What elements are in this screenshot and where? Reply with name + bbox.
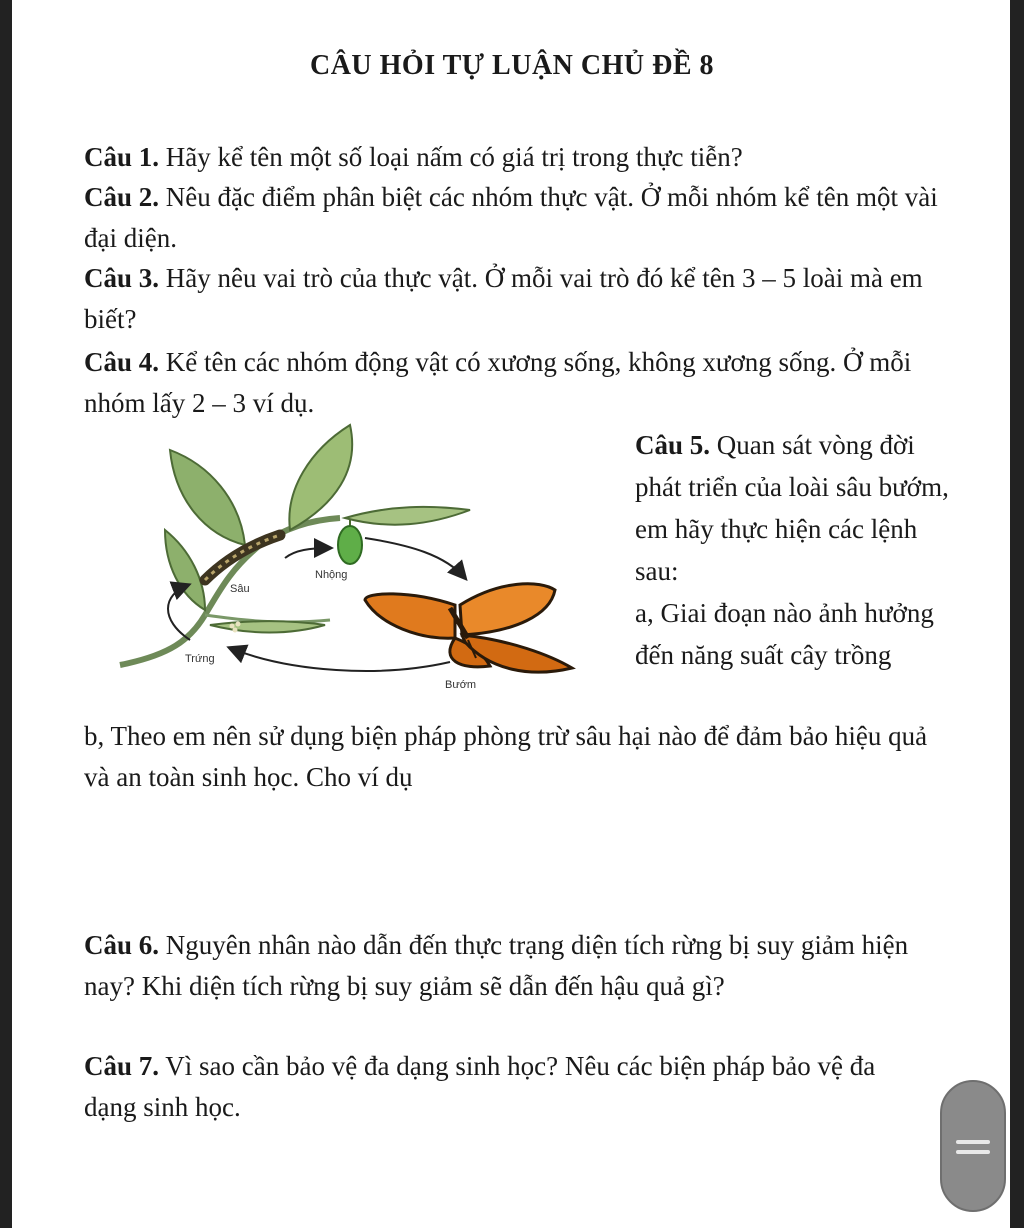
question-1-label: Câu 1. — [84, 142, 160, 172]
label-pupa: Nhộng — [315, 569, 348, 581]
grip-line-icon — [956, 1150, 990, 1154]
question-6-text: Nguyên nhân nào dẫn đến thực trạng diện tích rừng bị suy giảm hiện nay? Khi diện tích rừng bị suy giảm sẽ dẫn đến hậu quả gì? — [84, 930, 909, 1001]
question-4-text: Kể tên các nhóm động vật có xương sống, không xương sống. Ở mỗi nhóm lấy 2 – 3 ví dụ. — [84, 347, 912, 418]
question-6 — [84, 925, 954, 1006]
label-adult: Bướm — [445, 679, 477, 691]
question-4 — [84, 342, 944, 423]
question-7-label: Câu 7. — [84, 1051, 160, 1081]
question-4-label: Câu 4. — [84, 347, 160, 377]
scroll-handle[interactable] — [940, 1080, 1006, 1212]
question-5-text: Quan sát vòng đời phát triển của loài sâu bướm, em hãy thực hiện các lệnh sau: — [635, 430, 949, 586]
question-5-label: Câu 5. — [635, 430, 711, 460]
question-5-part-a: a, Giai đoạn nào ảnh hưởng đến năng suất cây trồng — [635, 598, 934, 670]
question-7 — [84, 1046, 934, 1127]
question-7-text: Vì sao cần bảo vệ đa dạng sinh học? Nêu các biện pháp bảo vệ đa dạng sinh học. — [84, 1051, 876, 1122]
label-larva: Sâu — [230, 583, 250, 595]
butterfly-life-cycle-diagram — [110, 420, 590, 710]
question-1 — [84, 137, 944, 178]
question-6-label: Câu 6. — [84, 930, 160, 960]
question-2-label: Câu 2. — [84, 182, 160, 212]
question-5 — [635, 424, 965, 676]
question-2-text: Nêu đặc điểm phân biệt các nhóm thực vật. Ở mỗi nhóm kể tên một vài đại diện. — [84, 182, 938, 253]
right-edge — [1010, 0, 1024, 1228]
left-edge — [0, 0, 12, 1228]
question-3-label: Câu 3. — [84, 263, 160, 293]
question-5-part-b: b, Theo em nên sử dụng biện pháp phòng trừ sâu hại nào để đảm bảo hiệu quả và an toàn sinh học. Cho ví dụ — [84, 721, 928, 792]
question-2 — [84, 177, 944, 258]
question-3-text: Hãy nêu vai trò của thực vật. Ở mỗi vai trò đó kể tên 3 – 5 loài mà em biết? — [84, 263, 923, 334]
question-3 — [84, 258, 944, 339]
grip-line-icon — [956, 1140, 990, 1144]
butterfly-icon — [365, 584, 572, 672]
label-egg: Trứng — [185, 653, 215, 665]
document-title: CÂU HỎI TỰ LUẬN CHỦ ĐỀ 8 — [309, 50, 715, 81]
question-1-text: Hãy kể tên một số loại nấm có giá trị trong thực tiễn? — [159, 142, 743, 172]
